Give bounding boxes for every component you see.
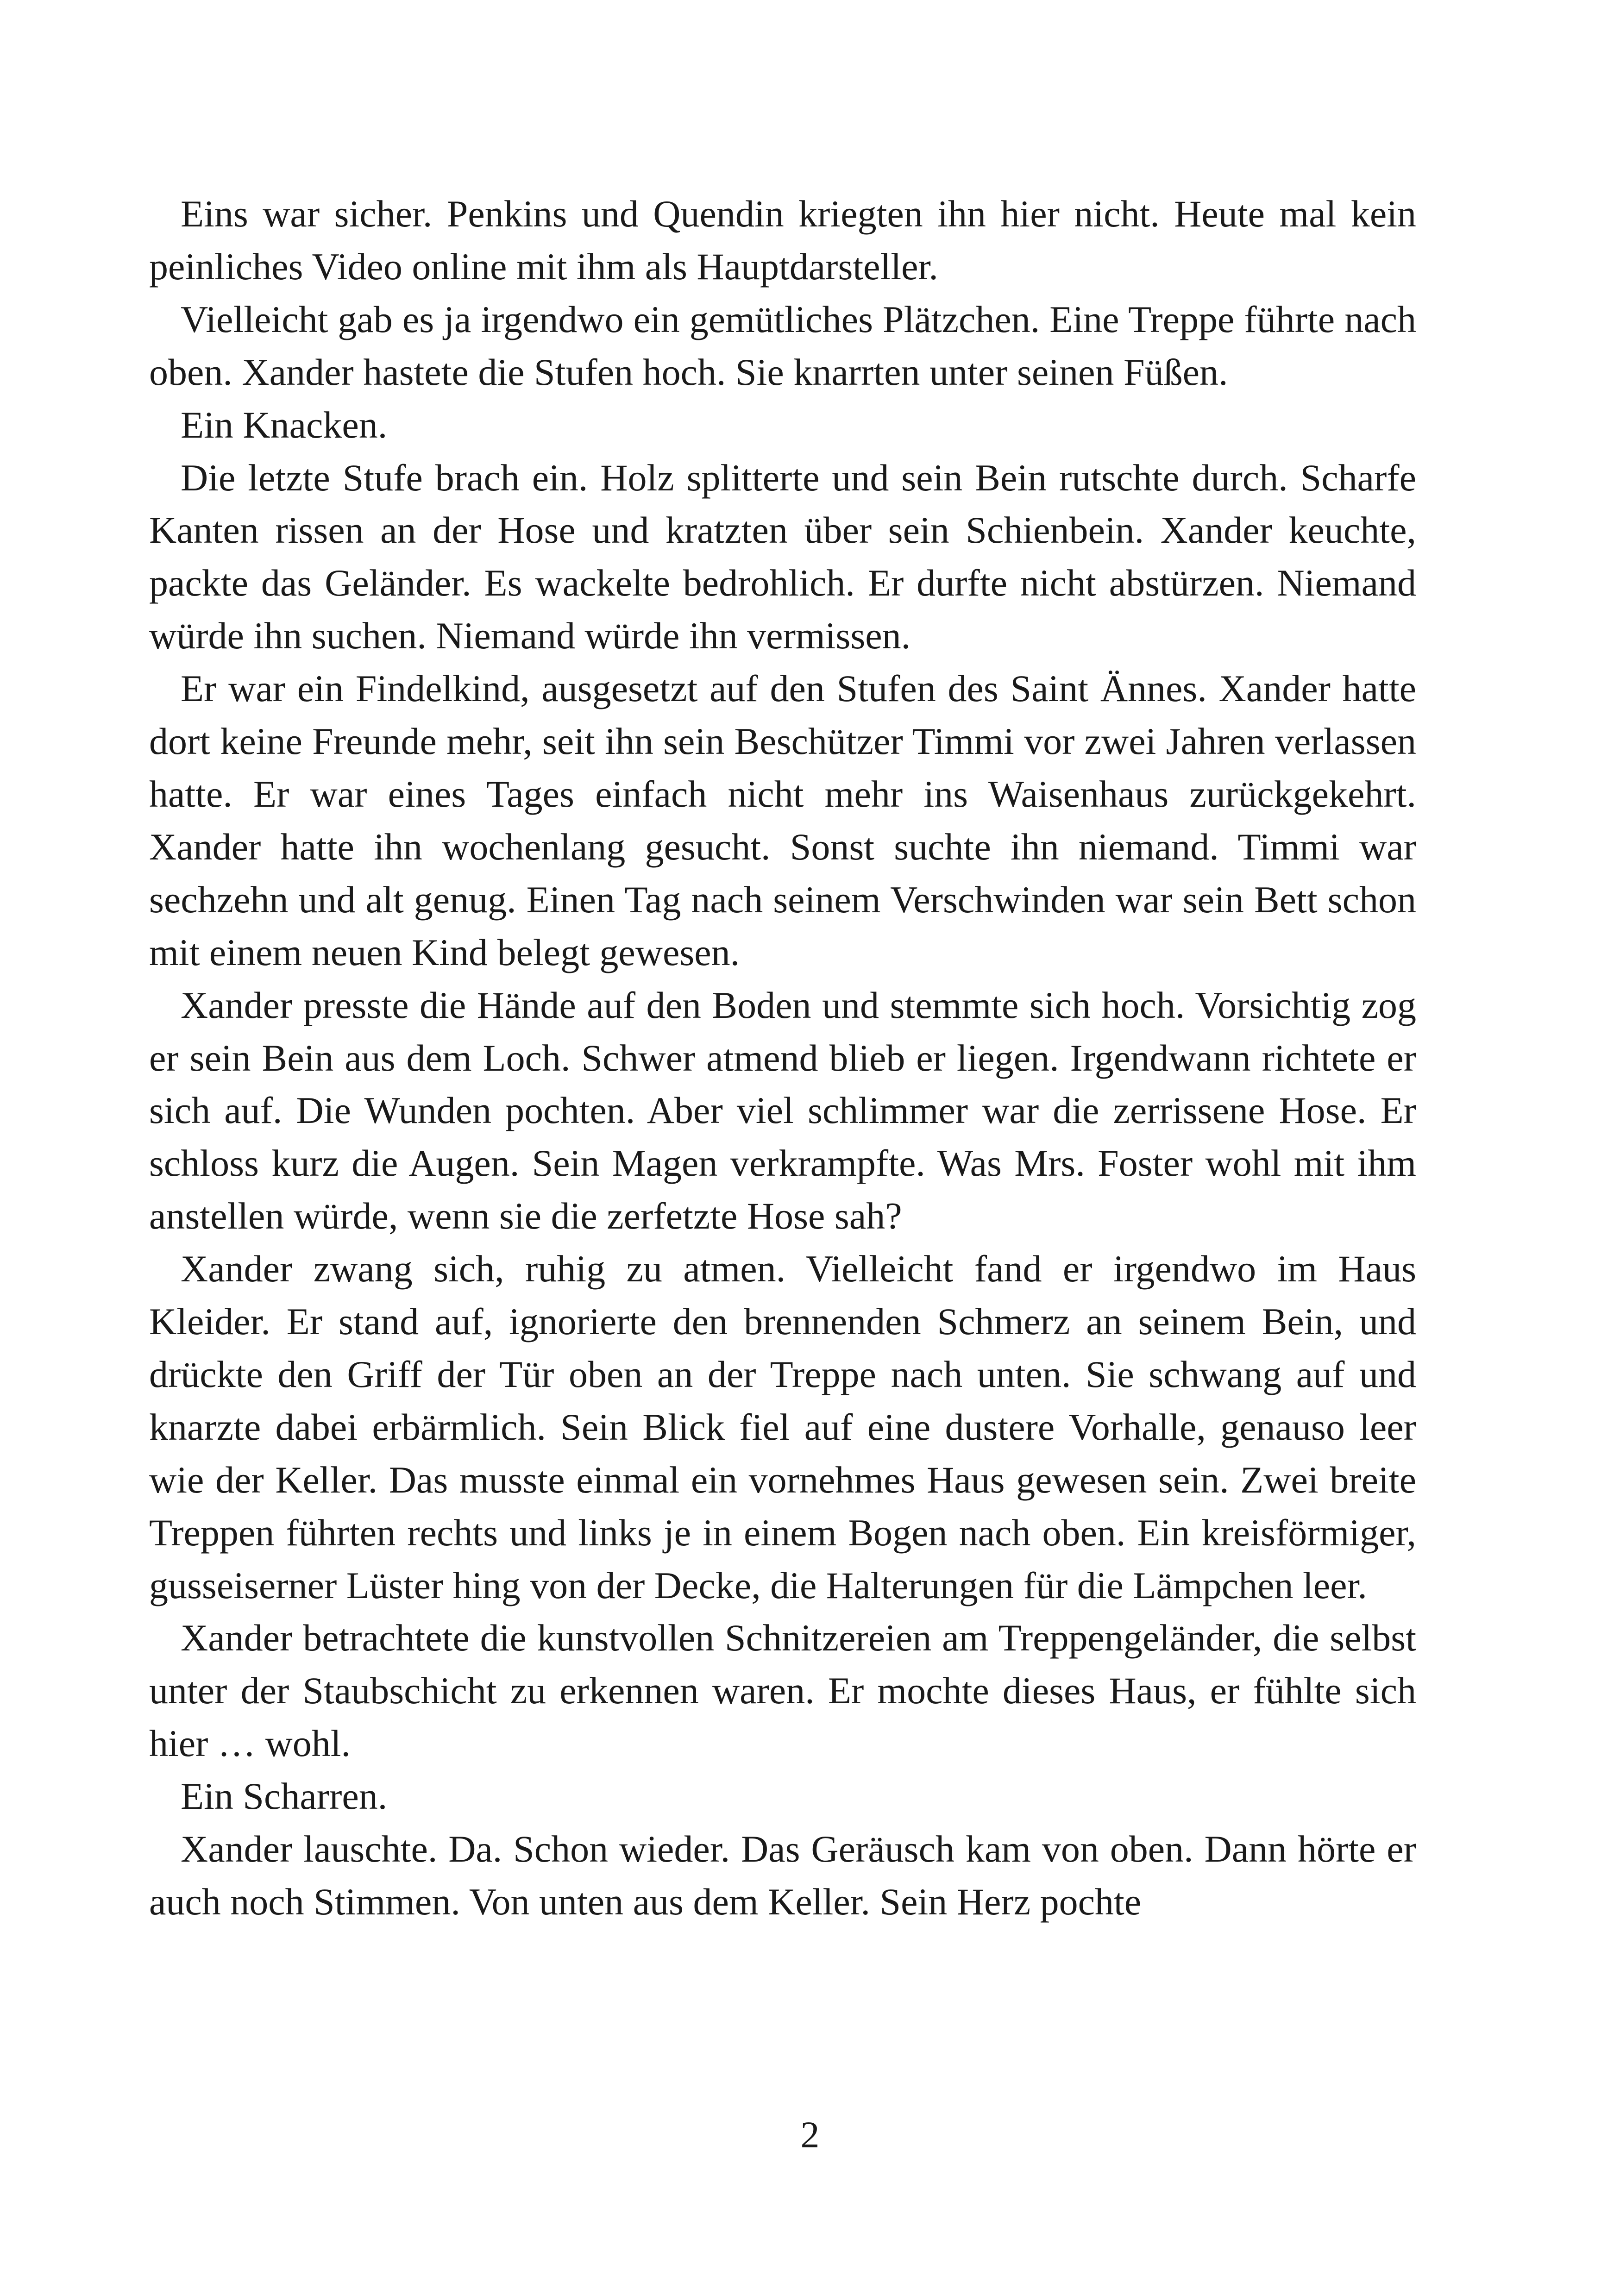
paragraph: Die letzte Stufe brach ein. Holz splitterte und sein Bein rutschte durch. Scharfe Kanten rissen an der Hose und kratzten über sein Schienbein. Xander keuchte, packte das Geländer. Es wackelte bedrohlich. Er durfte nicht abstürzen. Niemand würde ihn suchen. Niemand würde ihn vermissen. (149, 456, 1416, 657)
paragraph: Ein Scharren. (181, 1775, 388, 1818)
paragraph: Xander zwang sich, ruhig zu atmen. Vielleicht fand er irgendwo im Haus Kleider. Er stand auf, ignorierte den brennenden Schmerz an seinem Bein, und drückte den Griff der Tür oben an der Treppe nach unten. Sie schwang auf und knarzte dabei erbärmlich. Sein Blick fiel auf eine dustere Vorhalle, genauso leer wie der Keller. Das musste einmal ein vornehmes Haus gewesen sein. Zwei breite Treppen führten rechts und links je in einem Bogen nach oben. Ein kreisförmiger, gusseiserner Lüster hing von der Decke, die Halterungen für die Lämpchen leer. (149, 1248, 1416, 1606)
paragraph: Er war ein Findelkind, ausgesetzt auf den Stufen des Saint Ännes. Xander hatte dort keine Freunde mehr, seit ihn sein Beschützer Timmi vor zwei Jahren verlassen hatte. Er war eines Tages einfach nicht mehr ins Waisenhaus zurückgekehrt. Xander hatte ihn wochenlang gesucht. Sonst suchte ihn niemand. Timmi war sechzehn und alt genug. Einen Tag nach seinem Verschwinden war sein Bett schon mit einem neuen Kind belegt gewesen. (149, 667, 1416, 973)
paragraph: Xander lauschte. Da. Schon wieder. Das Geräusch kam von oben. Dann hörte er auch noch Stimmen. Von unten aus dem Keller. Sein Herz pochte (149, 1828, 1416, 1923)
paragraph: Xander betrachtete die kunstvollen Schnitzereien am Treppengeländer, die selbst unter der Staubschicht zu erkennen waren. Er mochte dieses Haus, er fühlte sich hier … wohl. (149, 1617, 1416, 1765)
page-number: 2 (800, 2114, 820, 2156)
paragraph: Xander presste die Hände auf den Boden und stemmte sich hoch. Vorsichtig zog er sein Bein aus dem Loch. Schwer atmend blieb er liegen. Irgendwann richtete er sich auf. Die Wunden pochten. Aber viel schlimmer war die zerrissene Hose. Er schloss kurz die Augen. Sein Magen verkrampfte. Was Mrs. Foster wohl mit ihm anstellen würde, wenn sie die zerfetzte Hose sah? (149, 984, 1416, 1237)
paragraph: Vielleicht gab es ja irgendwo ein gemütliches Plätzchen. Eine Treppe führte nach oben. Xander hastete die Stufen hoch. Sie knarrten unter seinen Füßen. (149, 298, 1416, 393)
paragraph: Eins war sicher. Penkins und Quendin kriegten ihn hier nicht. Heute mal kein peinliches Video online mit ihm als Hauptdarsteller. (149, 193, 1416, 288)
body-text (149, 188, 1416, 1928)
paragraph: Ein Knacken. (181, 403, 388, 446)
